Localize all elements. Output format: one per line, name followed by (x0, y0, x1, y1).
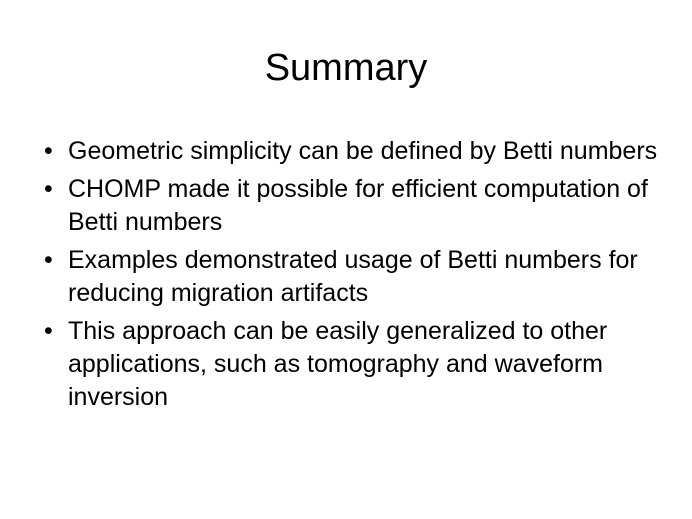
bullet-list (44, 135, 664, 419)
bullet-text: This approach can be easily generalized to other applications, such as tomography and waveform inversion (68, 317, 608, 411)
bullet-marker: • (44, 175, 53, 203)
bullet-marker: • (44, 246, 53, 274)
bullet-text: Examples demonstrated usage of Betti numbers for reducing migration artifacts (68, 246, 638, 307)
bullet-marker: • (44, 317, 53, 345)
bullet-item (44, 135, 664, 168)
slide-title: Summary (264, 47, 428, 89)
bullet-item (44, 244, 664, 310)
bullet-item (44, 173, 664, 239)
bullet-text: Geometric simplicity can be defined by Betti numbers (68, 137, 658, 165)
bullet-text: CHOMP made it possible for efficient computation of Betti numbers (68, 175, 648, 236)
bullet-marker: • (44, 137, 53, 165)
bullet-item (44, 315, 664, 414)
